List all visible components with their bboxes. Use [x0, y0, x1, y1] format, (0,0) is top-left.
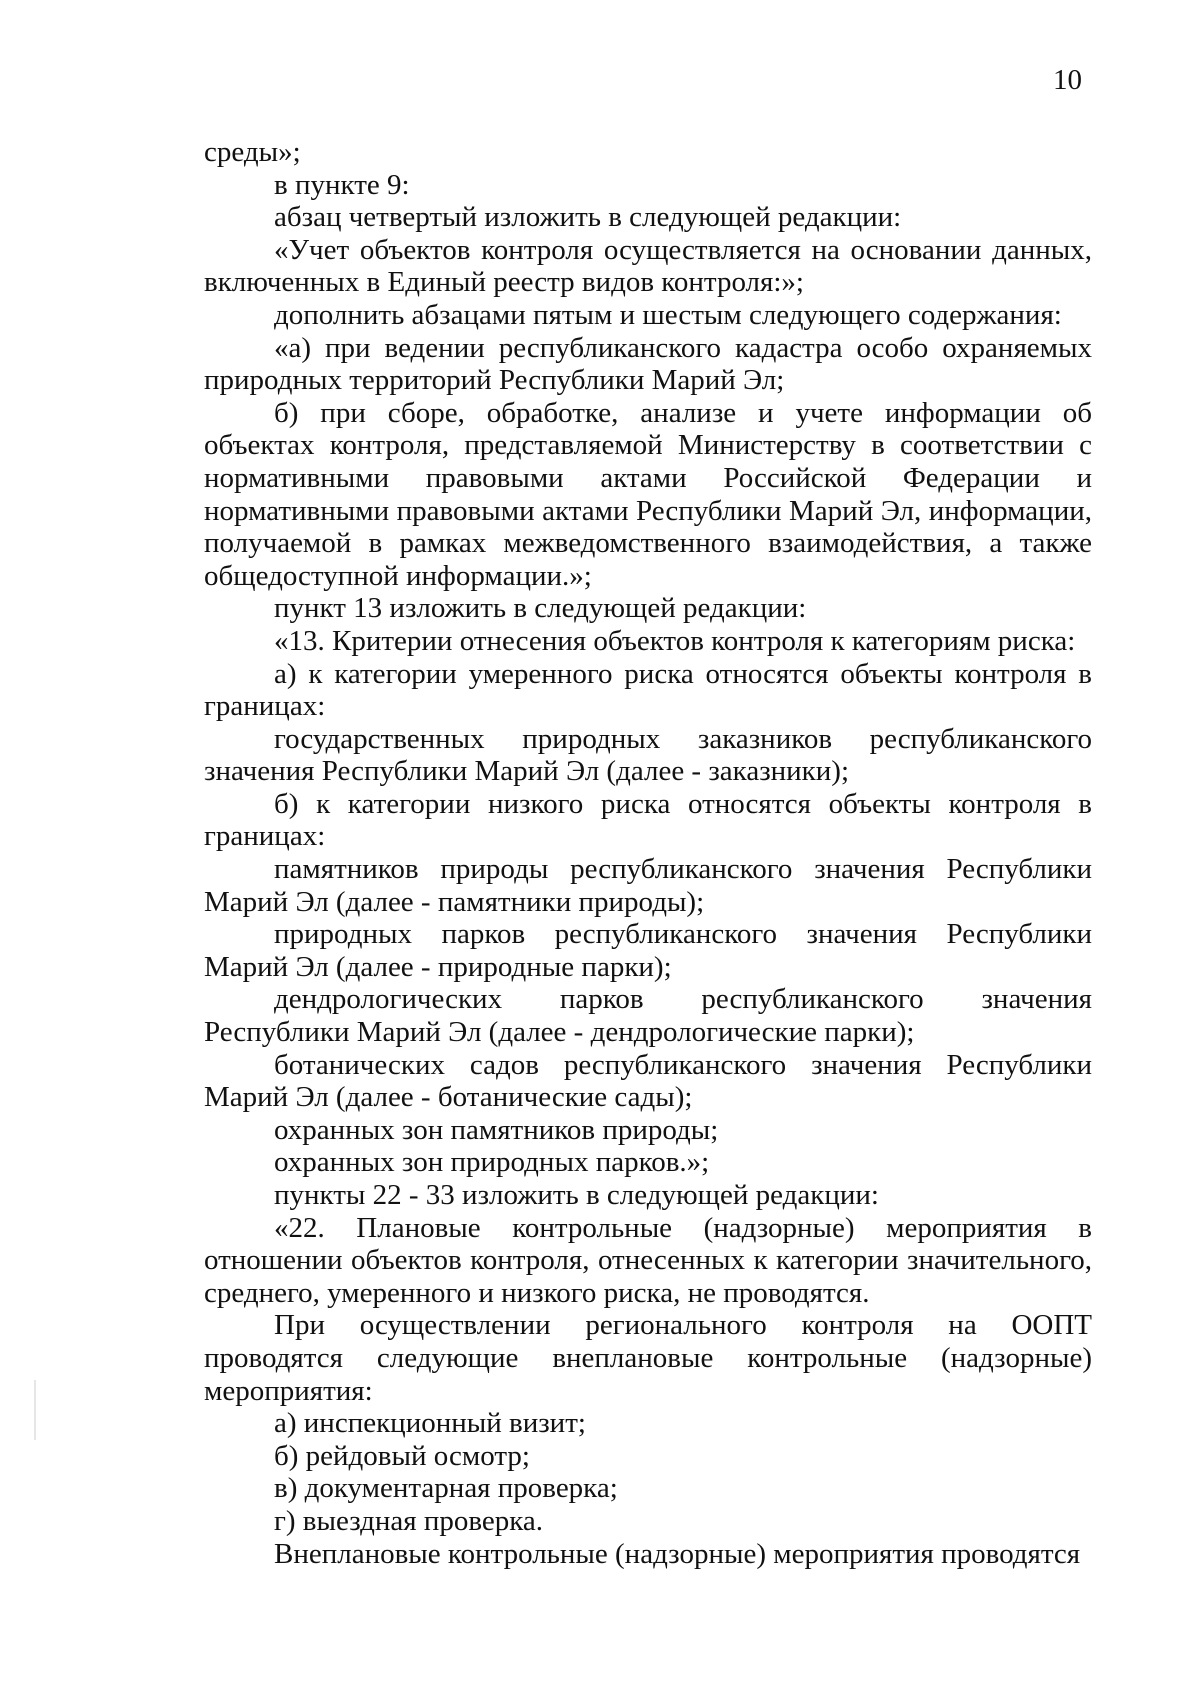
paragraph: в пункте 9: [274, 168, 410, 201]
paragraph: пункт 13 изложить в следующей редакции: [274, 592, 807, 625]
paragraph: абзац четвертый изложить в следующей редакции: [274, 201, 902, 234]
paragraph: дендрологических парков республиканского значения Республики Марий Эл (далее - дендрологические парки); [204, 983, 1092, 1049]
paragraph: б) рейдовый осмотр; [274, 1439, 530, 1472]
paragraph: в) документарная проверка; [274, 1472, 618, 1505]
paragraph: памятников природы республиканского значения Республики Марий Эл (далее - памятники природы); [204, 853, 1092, 918]
paragraph: «13. Критерии отнесения объектов контроля к категориям риска: [274, 624, 1076, 657]
paragraph: ботанических садов республиканского значения Республики Марий Эл (далее - ботанические сады); [204, 1048, 1092, 1114]
paragraph: а) к категории умеренного риска относятся объекты контроля в границах: [204, 657, 1092, 723]
paragraph: охранных зон памятников природы; [274, 1113, 719, 1146]
paragraph: б) при сборе, обработке, анализе и учете информации об объектах контроля, представляемой Министерству в соответствии с нормативными правовыми актами Российской Федерации и нормативными правовыми актами Республики Марий Эл, информации, получаемой в рамках межведомственного взаимодействия, а также общедоступной информации.»; [204, 396, 1092, 592]
paragraph: «Учет объектов контроля осуществляется на основании данных, включенных в Единый реестр видов контроля:»; [204, 233, 1092, 299]
paragraph: При осуществлении регионального контроля на ООПТ проводятся следующие внеплановые контрольные (надзорные) мероприятия: [204, 1309, 1092, 1407]
paragraph: дополнить абзацами пятым и шестым следующего содержания: [274, 298, 1062, 331]
paragraph: среды»; [204, 136, 301, 168]
paragraph: «а) при ведении республиканского кадастра особо охраняемых природных территорий Республики Марий Эл; [204, 331, 1092, 397]
paragraph: государственных природных заказников республиканского значения Республики Марий Эл (далее - заказники); [204, 722, 1092, 788]
paragraph: б) к категории низкого риска относятся объекты контроля в границах: [204, 787, 1092, 853]
scan-margin-mark [34, 1380, 36, 1440]
paragraph: г) выездная проверка. [274, 1504, 544, 1537]
paragraph: природных парков республиканского значения Республики Марий Эл (далее - природные парки); [204, 918, 1092, 983]
document-body [204, 136, 1092, 1570]
paragraph: а) инспекционный визит; [274, 1407, 586, 1440]
paragraph: охранных зон природных парков.»; [274, 1146, 710, 1179]
paragraph: Внеплановые контрольные (надзорные) мероприятия проводятся [274, 1537, 1081, 1570]
paragraph: «22. Плановые контрольные (надзорные) мероприятия в отношении объектов контроля, отнесенных к категории значительного, среднего, умеренного и низкого риска, не проводятся. [204, 1211, 1092, 1309]
paragraph: пункты 22 - 33 изложить в следующей редакции: [274, 1179, 879, 1211]
page-number: 10 [1053, 64, 1082, 96]
